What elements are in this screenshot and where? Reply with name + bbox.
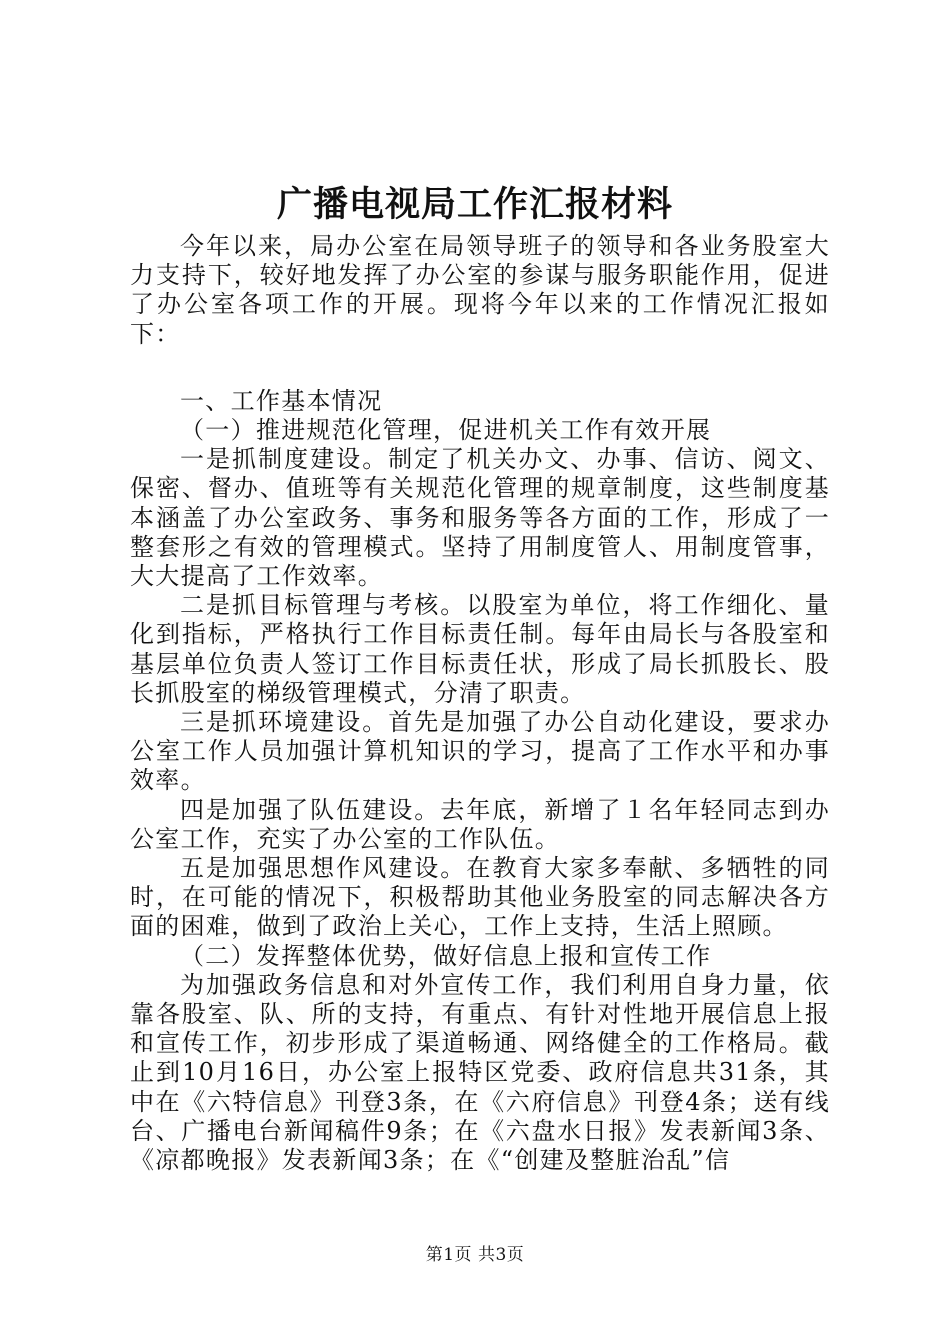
body-paragraph: 二是抓目标管理与考核。以股室为单位，将工作细化、量化到指标，严格执行工作目标责任制。每年由局长与各股室和基层单位负责人签订工作目标责任状，形成了局长抓股长、股长抓股室的梯级管理模式，分清了职责。 bbox=[130, 591, 830, 707]
subsection-heading: （二）发挥整体优势，做好信息上报和宣传工作 bbox=[180, 941, 712, 970]
body-paragraph: 三是抓环境建设。首先是加强了办公自动化建设，要求办公室工作人员加强计算机知识的学习，提高了工作水平和办事效率。 bbox=[130, 708, 830, 795]
intro-paragraph: 今年以来，局办公室在局领导班子的领导和各业务股室大力支持下，较好地发挥了办公室的参谋与服务职能作用，促进了办公室各项工作的开展。现将今年以来的工作情况汇报如下： bbox=[130, 232, 830, 348]
document-body bbox=[130, 232, 830, 1175]
body-paragraph: 为加强政务信息和对外宣传工作，我们利用自身力量，依靠各股室、队、所的支持，有重点、有针对性地开展信息上报和宣传工作，初步形成了渠道畅通、网络健全的工作格局。截止到10月16日，办公室上报特区党委、政府信息共31条，其中在《六特信息》刊登3条，在《六府信息》刊登4条；送有线台、广播电台新闻稿件9条；在《六盘水日报》发表新闻3条、《凉都晚报》发表新闻3条；在《“创建及整脏治乱”信 bbox=[130, 970, 830, 1175]
subsection-heading: （一）推进规范化管理，促进机关工作有效开展 bbox=[180, 416, 712, 445]
body-paragraph: 一是抓制度建设。制定了机关办文、办事、信访、阅文、保密、督办、值班等有关规范化管理的规章制度，这些制度基本涵盖了办公室政务、事务和服务等各方面的工作，形成了一整套形之有效的管理模式。坚持了用制度管人、用制度管事，大大提高了工作效率。 bbox=[130, 445, 830, 591]
document-title: 广播电视局工作汇报材料 bbox=[276, 184, 673, 225]
body-paragraph: 五是加强思想作风建设。在教育大家多奉献、多牺牲的同时，在可能的情况下，积极帮助其他业务股室的同志解决各方面的困难，做到了政治上关心，工作上支持，生活上照顾。 bbox=[130, 854, 830, 941]
page-number-footer: 第1页 共3页 bbox=[425, 1245, 525, 1265]
section-heading: 一、工作基本情况 bbox=[180, 386, 383, 415]
body-paragraph: 四是加强了队伍建设。去年底，新增了１名年轻同志到办公室工作，充实了办公室的工作队伍。 bbox=[130, 795, 830, 853]
